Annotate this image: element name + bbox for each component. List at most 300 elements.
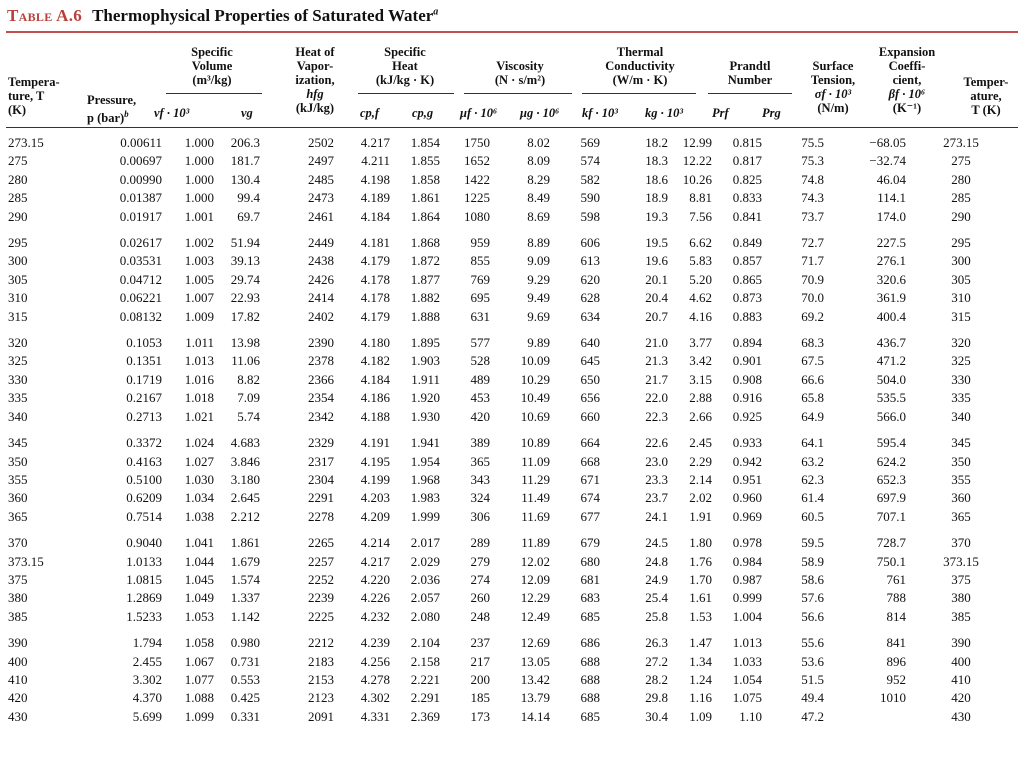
table-cell: 4.188 [360,408,390,424]
table-cell: 274 [470,571,490,587]
table-cell: 0.894 [732,335,762,351]
table-cell: 8.69 [527,208,550,224]
table-cell: 14.14 [520,708,550,724]
table-cell: 53.6 [801,653,824,669]
table-cell: 173 [470,708,490,724]
table-row [6,308,1016,326]
table-cell: 275 [8,153,28,169]
table-cell: 1.038 [184,508,214,524]
table-cell: 0.916 [732,390,762,406]
table-cell: 674 [580,490,600,506]
table-cell: 18.3 [645,153,668,169]
table-cell: 0.980 [230,635,260,651]
table-row [6,271,1016,289]
table-cell: 19.5 [645,235,668,251]
table-cell: 2342 [308,408,334,424]
table-cell: 1.16 [689,690,712,706]
table-cell: 13.98 [230,335,260,351]
table-cell: 0.04712 [119,271,162,287]
table-cell: 2.158 [410,653,440,669]
table-cell: 10.89 [520,435,550,451]
table-cell: 0.331 [230,708,260,724]
table-cell: 361.9 [876,290,906,306]
table-cell: 4.195 [360,453,390,469]
table-row [6,389,1016,407]
table-cell: 2366 [308,371,334,387]
table-cell: 1750 [464,135,490,150]
table-cell: 1.099 [184,708,214,724]
table-row [6,234,1016,252]
table-cell: 22.0 [645,390,668,406]
table-row [6,189,1016,207]
table-cell: 273.15 [943,135,979,150]
table-cell: 1.053 [184,608,214,624]
table-cell: 10.09 [520,353,550,369]
table-row [6,471,1016,489]
table-cell: 75.5 [801,135,824,150]
table-cell: 1.80 [689,535,712,551]
table-cell: 1.011 [185,335,214,351]
header-prf: Prf [712,106,729,120]
table-cell: 1.0133 [126,553,162,569]
table-cell: 1.864 [410,208,440,224]
table-cell: 181.7 [230,153,260,169]
table-row [6,553,1016,571]
table-cell: 688 [580,690,600,706]
table-cell: 2.645 [230,490,260,506]
header-expansion-coefficient: Expansion Coeffi- cient, βf · 10⁶ (K⁻¹) [878,45,936,115]
table-cell: 420 [470,408,490,424]
table-cell: 4.209 [360,508,390,524]
table-cell: 410 [951,671,971,687]
table-cell: 22.93 [230,290,260,306]
table-cell: 0.731 [230,653,260,669]
table-cell: 4.256 [360,653,390,669]
table-cell: 1.911 [411,371,440,387]
table-cell: 4.184 [360,371,390,387]
table-cell: 70.9 [801,271,824,287]
table-cell: 3.180 [230,471,260,487]
table-cell: 656 [580,390,600,406]
table-cell: 59.5 [801,535,824,551]
table-cell: 0.7514 [126,508,162,524]
table-cell: 8.02 [527,135,550,150]
table-cell: 49.4 [801,690,824,706]
table-cell: 1.855 [410,153,440,169]
header-prandtl: Prandtl Number [727,59,773,87]
table-cell: 4.180 [360,335,390,351]
table-cell: 58.6 [801,571,824,587]
table-cell: 8.49 [527,190,550,206]
table-cell: 206.3 [230,135,260,150]
table-cell: 64.1 [801,435,824,451]
table-cell: 1.000 [184,171,214,187]
table-cell: 1.941 [410,435,440,451]
header-specific-heat: Specific Heat (kJ/kg · K) [375,45,435,87]
table-cell: 0.2713 [126,408,162,424]
table-cell: 9.49 [527,290,550,306]
table-row [6,534,1016,552]
table-cell: 365 [470,453,490,469]
table-cell: 10.29 [520,371,550,387]
table-cell: 4.302 [360,690,390,706]
table-cell: 436.7 [876,335,906,351]
table-cell: 1.679 [230,553,260,569]
header-specific-volume: Specific Volume (m³/kg) [191,45,233,87]
table-cell: 1.2869 [126,590,162,606]
table-cell: 1.000 [184,190,214,206]
table-cell: 1.24 [689,671,712,687]
table-cell: 0.02617 [119,235,162,251]
table-cell: 1.001 [184,208,214,224]
table-cell: 1.013 [184,353,214,369]
table-cell: 750.1 [876,553,906,569]
table-cell: 681 [580,571,600,587]
table-cell: 2438 [308,253,334,269]
table-cell: 260 [470,590,490,606]
table-cell: 1.09 [689,708,712,724]
table-cell: 350 [951,453,971,469]
table-cell: 21.0 [645,335,668,351]
table-cell: 3.77 [689,335,712,351]
table-cell: 4.189 [360,190,390,206]
table-cell: 769 [470,271,490,287]
table-cell: 324 [470,490,490,506]
table-cell: 650 [580,371,600,387]
table-cell: 389 [470,435,490,451]
table-cell: 217 [470,653,490,669]
table-row [6,334,1016,352]
table-cell: 20.4 [645,290,668,306]
table-cell: 74.3 [801,190,824,206]
table-cell: 370 [8,535,28,551]
viscosity-rule [464,93,572,94]
table-cell: 2091 [308,708,334,724]
table-cell: 0.841 [732,208,762,224]
table-cell: 0.3372 [126,435,162,451]
table-cell: 2.291 [410,690,440,706]
group-spacer [6,526,1016,534]
table-cell: 18.9 [645,190,668,206]
table-cell: 26.3 [645,635,668,651]
table-cell: 12.49 [520,608,550,624]
table-cell: 5.74 [237,408,260,424]
table-cell: 4.16 [689,308,712,324]
table-cell: 300 [951,253,971,269]
table-cell: 10.49 [520,390,550,406]
table-cell: 1.920 [410,390,440,406]
table-cell: 582 [580,171,600,187]
table-cell: 8.82 [237,371,260,387]
table-cell: 13.05 [520,653,550,669]
table-cell: 1.003 [184,253,214,269]
table-cell: 1.034 [184,490,214,506]
table-cell: 0.883 [732,308,762,324]
table-cell: 2485 [308,171,334,187]
table-cell: 0.849 [732,235,762,251]
table-cell: 7.56 [689,208,712,224]
table-cell: 761 [886,571,906,587]
table-cell: 4.226 [360,590,390,606]
table-row [6,489,1016,507]
header-cpf: cp,f [360,106,380,120]
table-cell: 305 [8,271,28,287]
table-cell: 373.15 [943,553,979,569]
table-cell: 335 [951,390,971,406]
table-cell: 51.5 [801,671,824,687]
table-cell: 0.9040 [126,535,162,551]
table-cell: 11.49 [521,490,550,506]
table-cell: 22.6 [645,435,668,451]
table-cell: 345 [8,435,28,451]
table-cell: 1.10 [739,708,762,724]
table-cell: 4.203 [360,490,390,506]
table-cell: 11.29 [521,471,550,487]
table-row [6,371,1016,389]
table-row [6,608,1016,626]
table-cell: 686 [580,635,600,651]
table-cell: 535.5 [876,390,906,406]
table-cell: 1.004 [732,608,762,624]
table-cell: 5.699 [132,708,162,724]
table-cell: 330 [8,371,28,387]
table-cell: 0.00697 [119,153,162,169]
header-viscosity: Viscosity (N · s/m²) [494,59,546,87]
table-row [6,208,1016,226]
header-vf: vf · 10³ [154,106,190,120]
table-cell: 3.15 [689,371,712,387]
header-heat-of-vaporization: Heat of Vapor- ization, hfg (kJ/kg) [295,45,335,115]
table-cell: 380 [8,590,28,606]
table-cell: 325 [951,353,971,369]
table-cell: 355 [951,471,971,487]
table-cell: 4.184 [360,208,390,224]
table-cell: 577 [470,335,490,351]
table-cell: 1.142 [230,608,260,624]
table-cell: 13.79 [520,690,550,706]
table-cell: −32.74 [869,153,906,169]
table-cell: 2.88 [689,390,712,406]
table-cell: 390 [951,635,971,651]
table-cell: 1.903 [410,353,440,369]
table-cell: 400.4 [876,308,906,324]
table-cell: 2123 [308,690,334,706]
specific-volume-rule [166,93,262,94]
table-cell: 4.181 [360,235,390,251]
prandtl-rule [708,93,792,94]
table-cell: 4.278 [360,671,390,687]
table-cell: 1.968 [410,471,440,487]
table-cell: 174.0 [876,208,906,224]
table-cell: 55.6 [801,635,824,651]
table-cell: 0.984 [732,553,762,569]
table-cell: 1.53 [689,608,712,624]
table-cell: 4.214 [360,535,390,551]
table-cell: 590 [580,190,600,206]
table-row [6,653,1016,671]
table-cell: 2378 [308,353,334,369]
table-cell: 2.455 [132,653,162,669]
table-cell: 350 [8,453,28,469]
table-cell: 60.5 [801,508,824,524]
table-cell: 4.182 [360,353,390,369]
table-cell: 2502 [308,135,334,150]
table-cell: 315 [8,308,28,324]
group-spacer [6,626,1016,634]
table-cell: 2.02 [689,490,712,506]
table-cell: 9.09 [527,253,550,269]
group-spacer [6,226,1016,234]
table-cell: 841 [886,635,906,651]
table-cell: 23.0 [645,453,668,469]
table-row [6,152,1016,170]
table-cell: 6.62 [689,235,712,251]
table-cell: 10.26 [682,171,712,187]
table-cell: 1.337 [230,590,260,606]
table-cell: 1.044 [184,553,214,569]
table-cell: 566.0 [876,408,906,424]
title-footnote-marker: a [433,6,439,18]
table-cell: 360 [951,490,971,506]
table-cell: 1.088 [184,690,214,706]
table-cell: 11.09 [521,453,550,469]
table-cell: 11.06 [231,353,260,369]
table-cell: 628 [580,290,600,306]
table-cell: 598 [580,208,600,224]
table-cell: 4.239 [360,635,390,651]
table-cell: 325 [8,353,28,369]
table-cell: 1.70 [689,571,712,587]
table-cell: 1010 [880,690,906,706]
table-cell: 24.1 [645,508,668,524]
table-cell: 400 [8,653,28,669]
table-cell: 0.825 [732,171,762,187]
table-cell: 0.1719 [126,371,162,387]
table-cell: 2183 [308,653,334,669]
table-cell: 9.89 [527,335,550,351]
header-thermal-conductivity: Thermal Conductivity (W/m · K) [605,45,675,87]
table-cell: 8.29 [527,171,550,187]
table-cell: 20.7 [645,308,668,324]
table-cell: 420 [8,690,28,706]
table-cell: 2.029 [410,553,440,569]
table-cell: 2402 [308,308,334,324]
header-pressure: Pressure, p (bar)$^b$ [87,93,137,126]
table-cell: 340 [951,408,971,424]
table-cell: 3.42 [689,353,712,369]
table-cell: 668 [580,453,600,469]
table-row [6,634,1016,652]
table-cell: 3.302 [132,671,162,687]
header-cpg: cp,g [412,106,434,120]
table-cell: 1.91 [689,508,712,524]
table-cell: 1.002 [184,235,214,251]
table-cell: 3.846 [230,453,260,469]
table-cell: 0.01387 [119,190,162,206]
table-cell: 410 [8,671,28,687]
table-cell: 0.865 [732,271,762,287]
table-cell: 677 [580,508,600,524]
header-rule [6,127,1018,128]
table-cell: 0.999 [732,590,762,606]
table-cell: 814 [886,608,906,624]
table-cell: 4.331 [360,708,390,724]
table-cell: 61.4 [801,490,824,506]
table-cell: 1225 [464,190,490,206]
table-cell: 652.3 [876,471,906,487]
table-cell: 69.7 [237,208,260,224]
table-cell: 1.013 [732,635,762,651]
table-cell: 1.858 [410,171,440,187]
table-cell: 489 [470,371,490,387]
table-cell: 343 [470,471,490,487]
table-cell: 2.66 [689,408,712,424]
table-cell: 4.186 [360,390,390,406]
table-cell: 12.99 [682,135,712,150]
table-cell: 0.978 [732,535,762,551]
table-cell: 310 [8,290,28,306]
table-cell: 375 [951,571,971,587]
table-cell: 660 [580,408,600,424]
table-cell: −68.05 [869,135,906,150]
table-cell: 330 [951,371,971,387]
table-cell: 320 [951,335,971,351]
table-row [6,289,1016,307]
table-cell: 23.3 [645,471,668,487]
table-cell: 4.178 [360,271,390,287]
table-cell: 1.030 [184,471,214,487]
table-row [6,708,1016,726]
table-cell: 453 [470,390,490,406]
table-cell: 360 [8,490,28,506]
table-cell: 595.4 [876,435,906,451]
table-cell: 1.000 [184,135,214,150]
table-cell: 1.983 [410,490,440,506]
table-cell: 4.211 [361,153,390,169]
table-cell: 30.4 [645,708,668,724]
table-cell: 2473 [308,190,334,206]
table-cell: 2329 [308,435,334,451]
table-cell: 355 [8,471,28,487]
table-cell: 1.000 [184,153,214,169]
table-cell: 13.42 [520,671,550,687]
table-cell: 57.6 [801,590,824,606]
table-cell: 4.217 [360,135,390,150]
table-cell: 8.89 [527,235,550,251]
table-cell: 504.0 [876,371,906,387]
table-cell: 634 [580,308,600,324]
table-cell: 1.058 [184,635,214,651]
table-cell: 1.999 [410,508,440,524]
table-cell: 4.62 [689,290,712,306]
table-cell: 1.794 [132,635,162,651]
table-cell: 1.033 [732,653,762,669]
table-cell: 1.0815 [126,571,162,587]
table-cell: 58.9 [801,553,824,569]
table-cell: 0.425 [230,690,260,706]
table-cell: 285 [8,190,28,206]
data-table [6,134,1016,726]
table-cell: 5.20 [689,271,712,287]
table-cell: 1.34 [689,653,712,669]
table-cell: 12.02 [520,553,550,569]
table-cell: 8.81 [689,190,712,206]
table-cell: 73.7 [801,208,824,224]
table-cell: 707.1 [876,508,906,524]
table-cell: 227.5 [876,235,906,251]
table-cell: 279 [470,553,490,569]
header-vg: vg [241,106,253,120]
